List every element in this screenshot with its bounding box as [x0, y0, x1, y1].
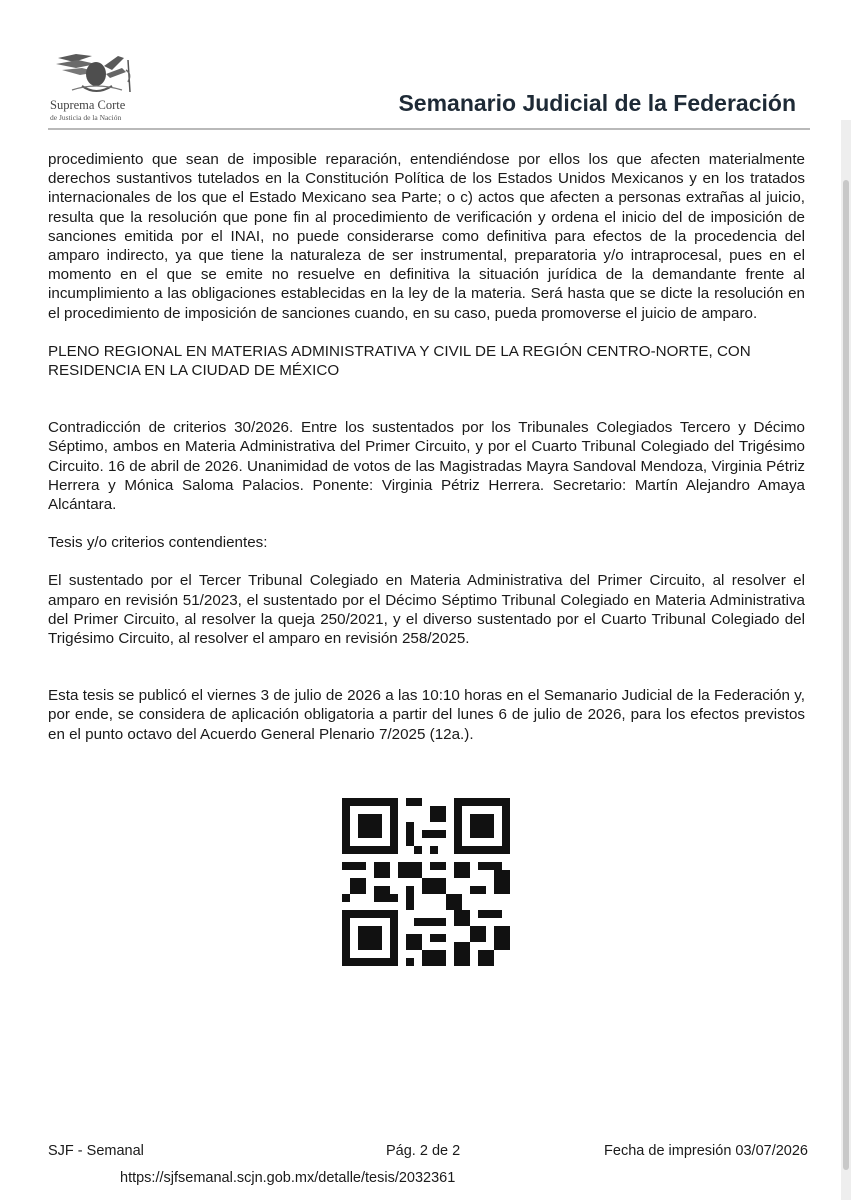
document-body [48, 150, 805, 744]
site-title: Semanario Judicial de la Federación [398, 90, 796, 116]
logo-line1: Suprema Corte [50, 98, 126, 112]
paragraph-thesis-list: El sustentado por el Tercer Tribunal Colegiado en Materia Administrativa del Primer Circuito, al resolver el amparo en revisión 51/2023, el sustentado por el Décimo Séptimo Tribunal Colegiado en Materia Administrativa del Primer Circuito, al resolver la queja 250/2021, y el diverso sustentado por el Cuarto Tribunal Colegiado del Trigésimo Circuito, al resolver el amparo en revisión 258/2025. [48, 572, 805, 648]
page-number: Pág. 2 de 2 [386, 1143, 461, 1159]
scrollbar-thumb[interactable] [843, 180, 849, 1170]
scjn-logo [48, 52, 148, 124]
logo-line2: de Justicia de la Nación [50, 113, 122, 122]
paragraph-criterion-end: procedimiento que sean de imposible reparación, entendiéndose por ellos los que afecten materialmente derechos sustantivos tutelados en la Constitución Política de los Estados Unidos Mexicanos y en los tratados internacionales de los que el Estado Mexicano sea Parte; o c) actos que afecten a personas extrañas al juicio, resulta que la resolución que pone fin al procedimiento de verificación y ordena el inicio del de imposición de sanciones emitida por el INAI, no puede considerarse como definitiva para efectos de la procedencia del amparo indirecto, ya que tiene la naturaleza de ser instrumental, preparatoria y/o intraprocesal, pues en el momento en el que se emite no resuelve en definitiva la situación jurídica de la demandante frente al incumplimiento a las obligaciones establecidas en la ley de la materia. Será hasta que se dicte la resolución en el procedimiento de imposición de sanciones cuando, en su caso, pueda promoverse el juicio de amparo. [48, 151, 805, 322]
thesis-heading: Tesis y/o criterios contendientes: [48, 534, 268, 552]
page-header [48, 52, 810, 130]
scjn-eagle-emblem-icon [52, 52, 142, 98]
print-date: Fecha de impresión 03/07/2026 [604, 1143, 808, 1159]
scrollbar[interactable] [841, 120, 851, 1200]
footer-publication-name: SJF - Semanal [48, 1143, 144, 1159]
paragraph-publication: Esta tesis se publicó el viernes 3 de julio de 2026 a las 10:10 horas en el Semanario Judicial de la Federación y, por ende, se considera de aplicación obligatoria a partir del lunes 6 de julio de 2026, para los efectos previstos en el punto octavo del Acuerdo General Plenario 7/2025 (12a.). [48, 687, 805, 743]
qr-code-icon [342, 798, 510, 966]
court-name: PLENO REGIONAL EN MATERIAS ADMINISTRATIVA Y CIVIL DE LA REGIÓN CENTRO-NORTE, CON RESIDENCIA EN LA CIUDAD DE MÉXICO [48, 342, 751, 380]
document-url[interactable]: https://sjfsemanal.scjn.gob.mx/detalle/tesis/2032361 [120, 1170, 456, 1186]
page-footer [48, 1143, 808, 1163]
paragraph-contradiction: Contradicción de criterios 30/2026. Entre los sustentados por los Tribunales Colegiados Tercero y Décimo Séptimo, ambos en Materia Administrativa del Primer Circuito, y por el Cuarto Tribunal Colegiado del Trigésimo Circuito. 16 de abril de 2026. Unanimidad de votos de las Magistradas Mayra Sandoval Mendoza, Virginia Pétriz Herrera y Mónica Saloma Palacios. Ponente: Virginia Pétriz Herrera. Secretario: Martín Alejandro Amaya Alcántara. [48, 419, 805, 514]
